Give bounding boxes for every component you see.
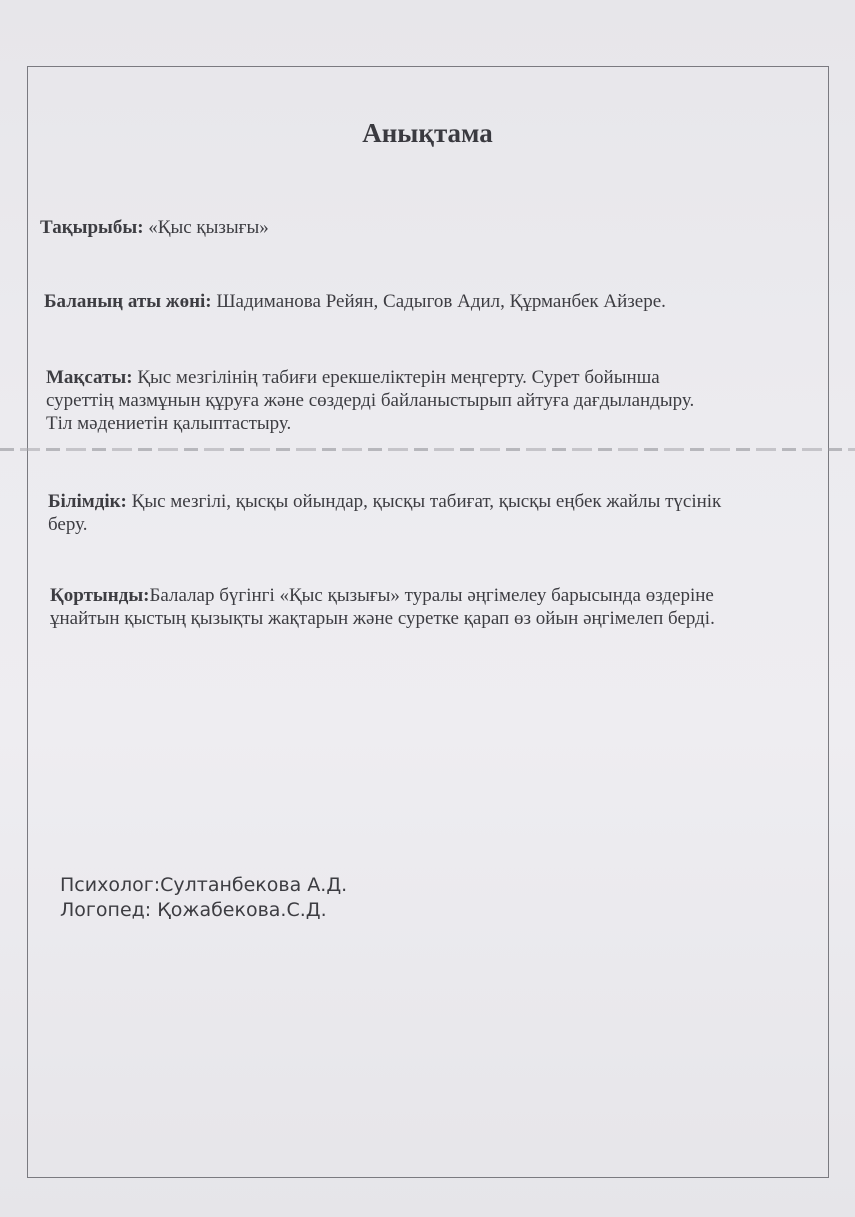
goal-line-2: суреттің мазмұнын құруға және сөздерді байланыстырып айтуға дағдыландыру. bbox=[46, 390, 695, 411]
goal-label: Мақсаты: bbox=[46, 367, 133, 388]
children-value: Шадиманова Рейян, Садыгов Адил, Құрманбек Айзере. bbox=[211, 291, 666, 312]
topic-value: «Қыс қызығы» bbox=[143, 217, 269, 238]
document-title: Анықтама bbox=[362, 118, 493, 148]
goal-line-1: Қыс мезгілінің табиғи ерекшеліктерін меңгерту. Сурет бойынша bbox=[132, 367, 660, 388]
education-label: Білімдік: bbox=[48, 491, 127, 512]
education-line-1: Қыс мезгілі, қысқы ойындар, қысқы табиғат, қысқы еңбек жайлы түсінік bbox=[126, 491, 722, 512]
paper-fold-line bbox=[0, 448, 855, 451]
conclusion-paragraph bbox=[50, 584, 715, 630]
education-paragraph bbox=[48, 490, 721, 536]
topic-row bbox=[40, 216, 269, 239]
children-label: Баланың аты жөні: bbox=[44, 291, 212, 312]
education-line-2: беру. bbox=[48, 514, 88, 535]
goal-paragraph bbox=[46, 366, 694, 435]
goal-line-3: Тіл мәдениетін қалыптастыру. bbox=[46, 413, 292, 434]
topic-label: Тақырыбы: bbox=[40, 217, 144, 238]
conclusion-line-2: ұнайтын қыстың қызықты жақтарын және суретке қарап өз ойын әңгімелеп берді. bbox=[50, 608, 715, 629]
conclusion-label: Қортынды: bbox=[50, 585, 150, 606]
signatures bbox=[60, 873, 347, 923]
children-row bbox=[44, 290, 666, 313]
conclusion-line-1: Балалар бүгінгі «Қыс қызығы» туралы әңгімелеу барысында өздеріне bbox=[149, 585, 714, 606]
psychologist-signature: Психолог:Султанбекова А.Д. bbox=[60, 874, 348, 896]
speech-therapist-signature: Логопед: Қожабекова.С.Д. bbox=[60, 899, 327, 921]
